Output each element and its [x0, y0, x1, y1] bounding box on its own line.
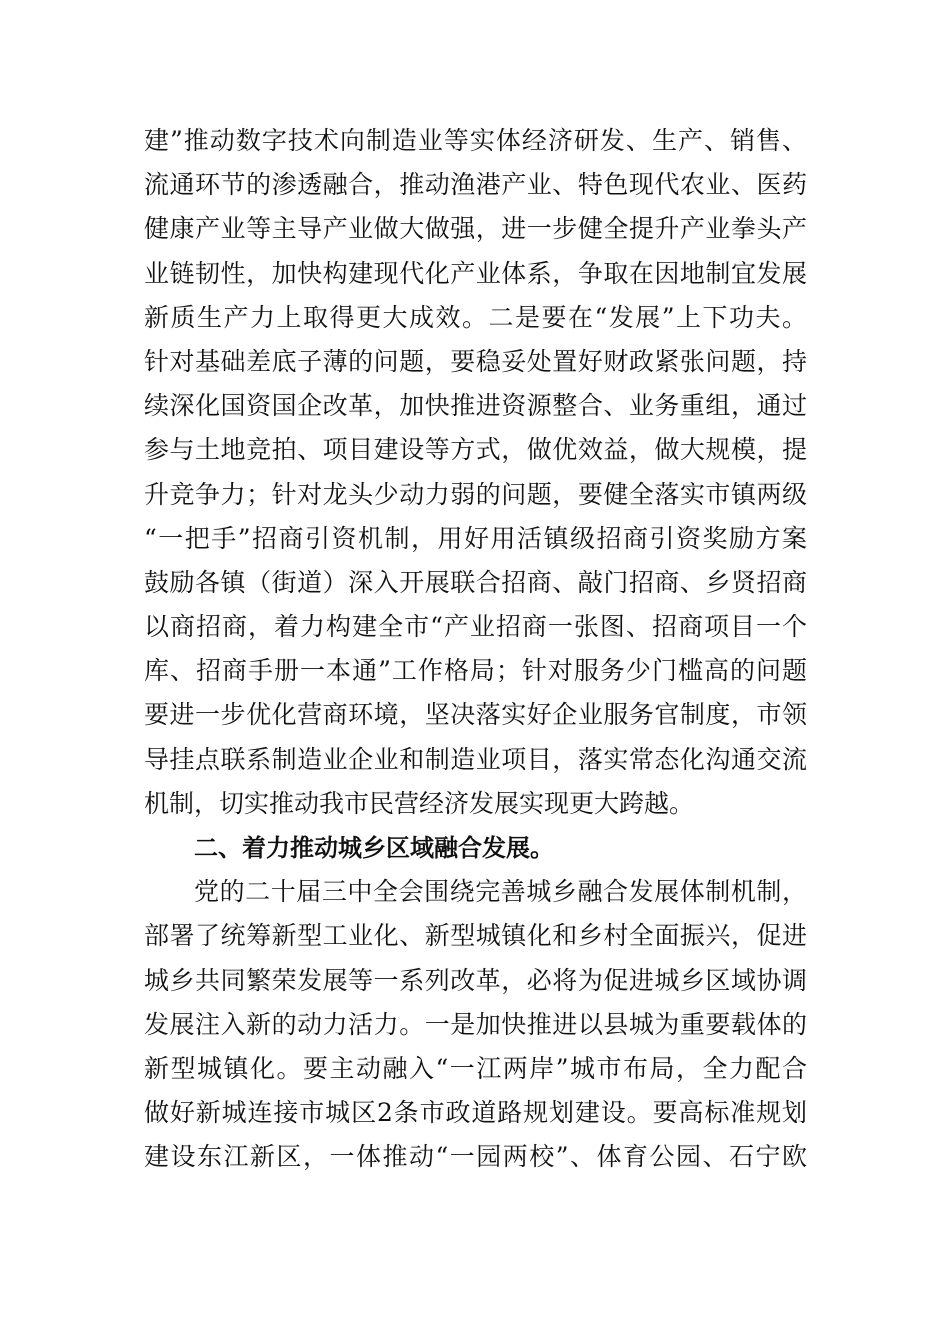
text-line: 建设东江新区，一体推动“一园两校”、体育公园、石宁欧	[144, 1142, 807, 1172]
text-line: 流通环节的渗透融合，推动渔港产业、特色现代农业、医药	[144, 170, 807, 200]
document-body	[144, 119, 807, 1180]
text-line: 发展注入新的动力活力。一是加快推进以县城为重要载体的	[144, 1009, 807, 1039]
text-line: 城乡共同繁荣发展等一系列改革，必将为促进城乡区域协调	[144, 965, 807, 995]
text-line: 续深化国资国企改革，加快推进资源整合、业务重组，通过	[144, 391, 807, 421]
text-line: 业链韧性，加快构建现代化产业体系，争取在因地制宜发展	[144, 258, 807, 288]
text-line: 党的二十届三中全会围绕完善城乡融合发展体制机制，	[194, 877, 807, 907]
text-line: 新型城镇化。要主动融入“一江两岸”城市布局，全力配合	[144, 1053, 807, 1083]
text-line: 鼓励各镇（街道）深入开展联合招商、敲门招商、乡贤招商	[144, 567, 807, 597]
text-line: 新质生产力上取得更大成效。二是要在“发展”上下功夫。	[144, 302, 807, 332]
text-line: 库、招商手册一本通”工作格局；针对服务少门槛高的问题	[144, 656, 807, 686]
text-line: 针对基础差底子薄的问题，要稳妥处置好财政紧张问题，持	[144, 346, 807, 376]
paragraph-1	[144, 119, 807, 826]
text-line: 部署了统筹新型工业化、新型城镇化和乡村全面振兴，促进	[144, 921, 807, 951]
text-line: 参与土地竞拍、项目建设等方式，做优效益，做大规模，提	[144, 435, 807, 465]
text-line: 健康产业等主导产业做大做强，进一步健全提升产业拳头产	[144, 214, 807, 244]
text-line: 要进一步优化营商环境，坚决落实好企业服务官制度，市领	[144, 700, 807, 730]
text-line: 升竞争力；针对龙头少动力弱的问题，要健全落实市镇两级	[144, 479, 807, 509]
text-line: 以商招商，着力构建全市“产业招商一张图、招商项目一个	[144, 612, 807, 642]
text-line: 导挂点联系制造业企业和制造业项目，落实常态化沟通交流	[144, 744, 807, 774]
text-line: 机制，切实推动我市民营经济发展实现更大跨越。	[144, 788, 695, 818]
section-heading: 二、着力推动城乡区域融合发展。	[194, 834, 554, 862]
paragraph-2	[144, 870, 807, 1179]
text-line: 做好新城连接市城区2条市政道路规划建设。要高标准规划	[144, 1098, 807, 1128]
text-line: “一把手”招商引资机制，用好用活镇级招商引资奖励方案	[144, 523, 807, 553]
text-line: 建”推动数字技术向制造业等实体经济研发、生产、销售、	[144, 126, 807, 155]
